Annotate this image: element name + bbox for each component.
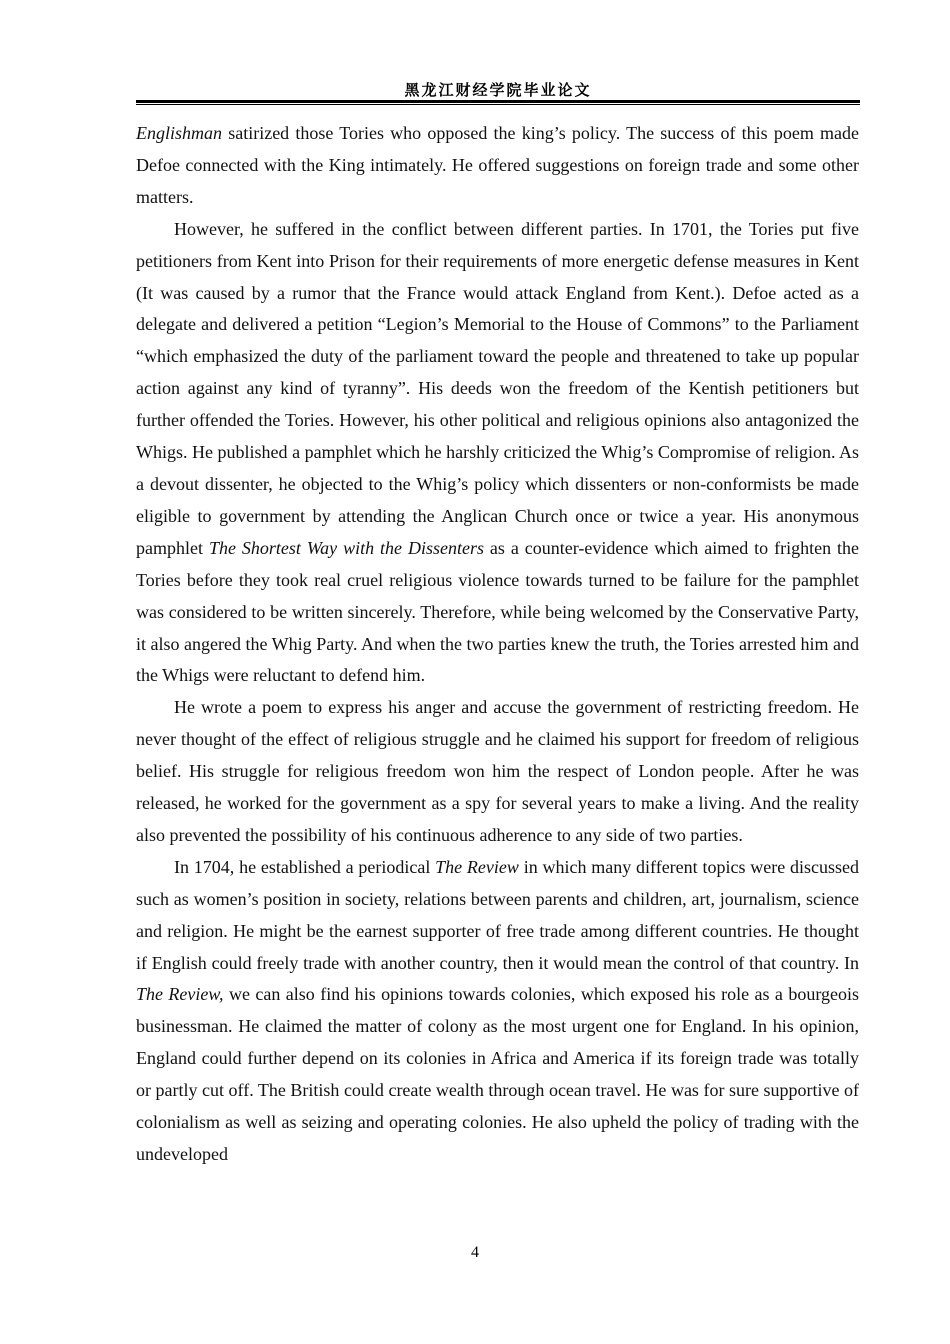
- running-header: 黑龙江财经学院毕业论文: [404, 81, 592, 99]
- body-text: [136, 118, 859, 1171]
- header-rule-thick: [136, 100, 860, 103]
- italic-title: The Review,: [136, 984, 224, 1005]
- italic-title: The Review: [435, 856, 519, 877]
- paragraph-1: [136, 118, 859, 214]
- paragraph-text: we can also find his opinions towards colonies, which exposed his role as a bourgeois businessman. He claimed the matter of colony as the most urgent one for England. In his opinion, England could further depend on its colonies in Africa and America if its foreign trade was totally or partly cut off. The British could create wealth through ocean travel. He was for sure supportive of colonialism as well as seizing and operating colonies. He also upheld the policy of trading with the undeveloped: [136, 984, 859, 1164]
- paragraph-text: He wrote a poem to express his anger and accuse the government of restricting freedom. He never thought of the effect of religious struggle and he claimed his support for freedom of religious belief. His struggle for religious freedom won him the respect of London people. After he was released, he worked for the government as a spy for several years to make a living. And the reality also prevented the possibility of his continuous adherence to any side of two parties.: [136, 697, 859, 845]
- italic-title: The Shortest Way with the Dissenters: [208, 537, 484, 558]
- paragraph-3: [136, 692, 859, 852]
- paragraph-2: [136, 214, 859, 693]
- paragraph-text: in which many different topics were discussed such as women’s position in society, relations between parents and children, art, journalism, science and religion. He might be the earnest supporter of free trade among different countries. He thought if English could freely trade with another country, then it would mean the control of that country. In: [136, 856, 859, 973]
- paragraph-text: as a counter-evidence which aimed to frighten the Tories before they took real cruel religious violence towards turned to be failure for the pamphlet was considered to be written sincerely. Therefore, while being welcomed by the Conservative Party, it also angered the Whig Party. And when the two parties knew the truth, the Tories arrested him and the Whigs were reluctant to defend him.: [136, 537, 860, 686]
- paragraph-text: satirized those Tories who opposed the king’s policy. The success of this poem made Defoe connected with the King intimately. He offered suggestions on foreign trade and some other matters.: [136, 123, 859, 207]
- header-rule-thin: [136, 104, 860, 105]
- paragraph-4: [136, 852, 859, 1171]
- italic-title: Englishman: [136, 123, 223, 143]
- page-number: 4: [471, 1244, 479, 1261]
- paragraph-text: In 1704, he established a periodical: [174, 856, 436, 877]
- paragraph-text: However, he suffered in the conflict between different parties. In 1701, the Tories put five petitioners from Kent into Prison for their requirements of more energetic defense measures in Kent (It was caused by a rumor that the France would attack England from Kent.). Defoe acted as a delegate and delivered a petition “Legion’s Memorial to the House of Commons” to the Parliament “which emphasized the duty of the parliament toward the people and threatened to take up popular action against any kind of tyranny”. His deeds won the freedom of the Kentish petitioners but further offended the Tories. However, his other political and religious opinions also antagonized the Whigs. He published a pamphlet which he harshly criticized the Whig’s Compromise of religion. As a devout dissenter, he objected to the Whig’s policy which dissenters or non-conformists be made eligible to government by attending the Anglican Church once or twice a year. His anonymous pamphlet: [136, 218, 859, 558]
